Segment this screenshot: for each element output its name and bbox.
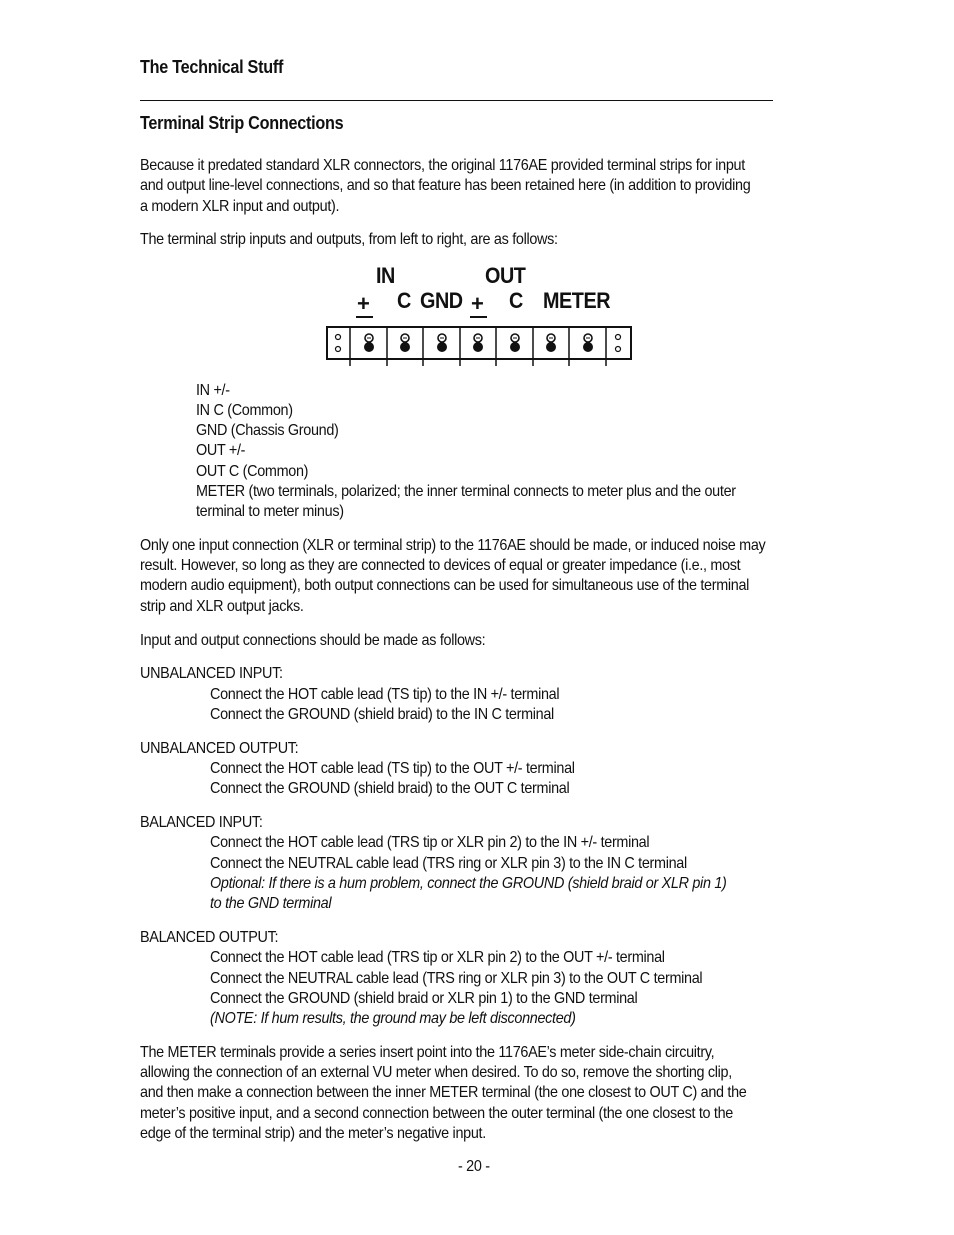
list-item: IN +/- bbox=[196, 382, 230, 399]
page-heading: Terminal Strip Connections bbox=[140, 113, 344, 133]
text-line: strip and XLR output jacks. bbox=[140, 598, 304, 615]
text-line: and then make a connection between the inner METER terminal (the one closest to OUT C) and the bbox=[140, 1084, 747, 1101]
instruction-line: Connect the GROUND (shield braid) to the IN C terminal bbox=[210, 706, 554, 723]
terminal-label-in-plus: + bbox=[357, 291, 370, 316]
list-item: OUT C (Common) bbox=[196, 463, 309, 480]
text-line: edge of the terminal strip) and the meter’s negative input. bbox=[140, 1125, 486, 1142]
optional-note: to the GND terminal bbox=[210, 895, 332, 912]
section-label: UNBALANCED INPUT: bbox=[140, 665, 283, 682]
header-rule bbox=[140, 100, 773, 101]
text-line: modern audio equipment), both output connections can be used for simultaneous use of the terminal bbox=[140, 577, 750, 594]
terminal-label-in-c: C bbox=[397, 288, 411, 313]
instruction-line: Connect the HOT cable lead (TS tip) to the OUT +/- terminal bbox=[210, 760, 575, 777]
instruction-line: Connect the NEUTRAL cable lead (TRS ring or XLR pin 3) to the IN C terminal bbox=[210, 855, 687, 872]
section-label: BALANCED INPUT: bbox=[140, 814, 263, 831]
section-label: BALANCED OUTPUT: bbox=[140, 929, 279, 946]
terminal-label-gnd: GND bbox=[420, 288, 463, 313]
optional-note: Optional: If there is a hum problem, connect the GROUND (shield braid or XLR pin 1) bbox=[210, 875, 727, 892]
text-line: and output line-level connections, and so that feature has been retained here (in addition to providing bbox=[140, 177, 751, 194]
strip-intro: The terminal strip inputs and outputs, from left to right, are as follows: bbox=[140, 231, 558, 248]
text-line: Only one input connection (XLR or terminal strip) to the 1176AE should be made, or induced noise may bbox=[140, 537, 766, 554]
out-label: OUT bbox=[485, 263, 526, 288]
strip-ticks bbox=[326, 358, 632, 368]
text-line: a modern XLR input and output). bbox=[140, 198, 340, 215]
in-label: IN bbox=[376, 263, 395, 288]
text-line: result. However, so long as they are connected to devices of equal or greater impedance (i.e., most bbox=[140, 557, 741, 574]
terminal-label-out-plus: + bbox=[471, 291, 484, 316]
text-line: Because it predated standard XLR connectors, the original 1176AE provided terminal strips for input bbox=[140, 157, 745, 174]
text-line: The METER terminals provide a series insert point into the 1176AE’s meter side-chain circuitry, bbox=[140, 1044, 715, 1061]
list-item: IN C (Common) bbox=[196, 402, 293, 419]
text-line: allowing the connection of an external VU meter when desired. To do so, remove the shorting clip, bbox=[140, 1064, 732, 1081]
terminal-label-out-c: C bbox=[509, 288, 523, 313]
instruction-line: Connect the GROUND (shield braid) to the OUT C terminal bbox=[210, 780, 570, 797]
instruction-line: Connect the HOT cable lead (TRS tip or XLR pin 2) to the IN +/- terminal bbox=[210, 834, 650, 851]
section-title: The Technical Stuff bbox=[140, 57, 284, 77]
terminal-label-meter: METER bbox=[543, 288, 611, 313]
terminal-strip bbox=[326, 326, 632, 360]
list-item: OUT +/- bbox=[196, 442, 246, 459]
section-label: UNBALANCED OUTPUT: bbox=[140, 740, 299, 757]
list-item: GND (Chassis Ground) bbox=[196, 422, 339, 439]
instruction-line: Connect the GROUND (shield braid or XLR pin 1) to the GND terminal bbox=[210, 990, 638, 1007]
text-line: meter’s positive input, and a second connection between the outer terminal (the one closest to the bbox=[140, 1105, 733, 1122]
terminal-strip-diagram bbox=[318, 262, 648, 370]
hum-note: (NOTE: If hum results, the ground may be left disconnected) bbox=[210, 1010, 576, 1027]
instruction-line: Connect the HOT cable lead (TRS tip or XLR pin 2) to the OUT +/- terminal bbox=[210, 949, 665, 966]
page-number: - 20 - bbox=[458, 1158, 490, 1175]
instruction-line: Connect the HOT cable lead (TS tip) to the IN +/- terminal bbox=[210, 686, 560, 703]
list-item: METER (two terminals, polarized; the inner terminal connects to meter plus and the outer bbox=[196, 483, 736, 500]
instruction-line: Connect the NEUTRAL cable lead (TRS ring or XLR pin 3) to the OUT C terminal bbox=[210, 970, 703, 987]
list-item: terminal to meter minus) bbox=[196, 503, 344, 520]
connections-intro: Input and output connections should be made as follows: bbox=[140, 632, 486, 649]
